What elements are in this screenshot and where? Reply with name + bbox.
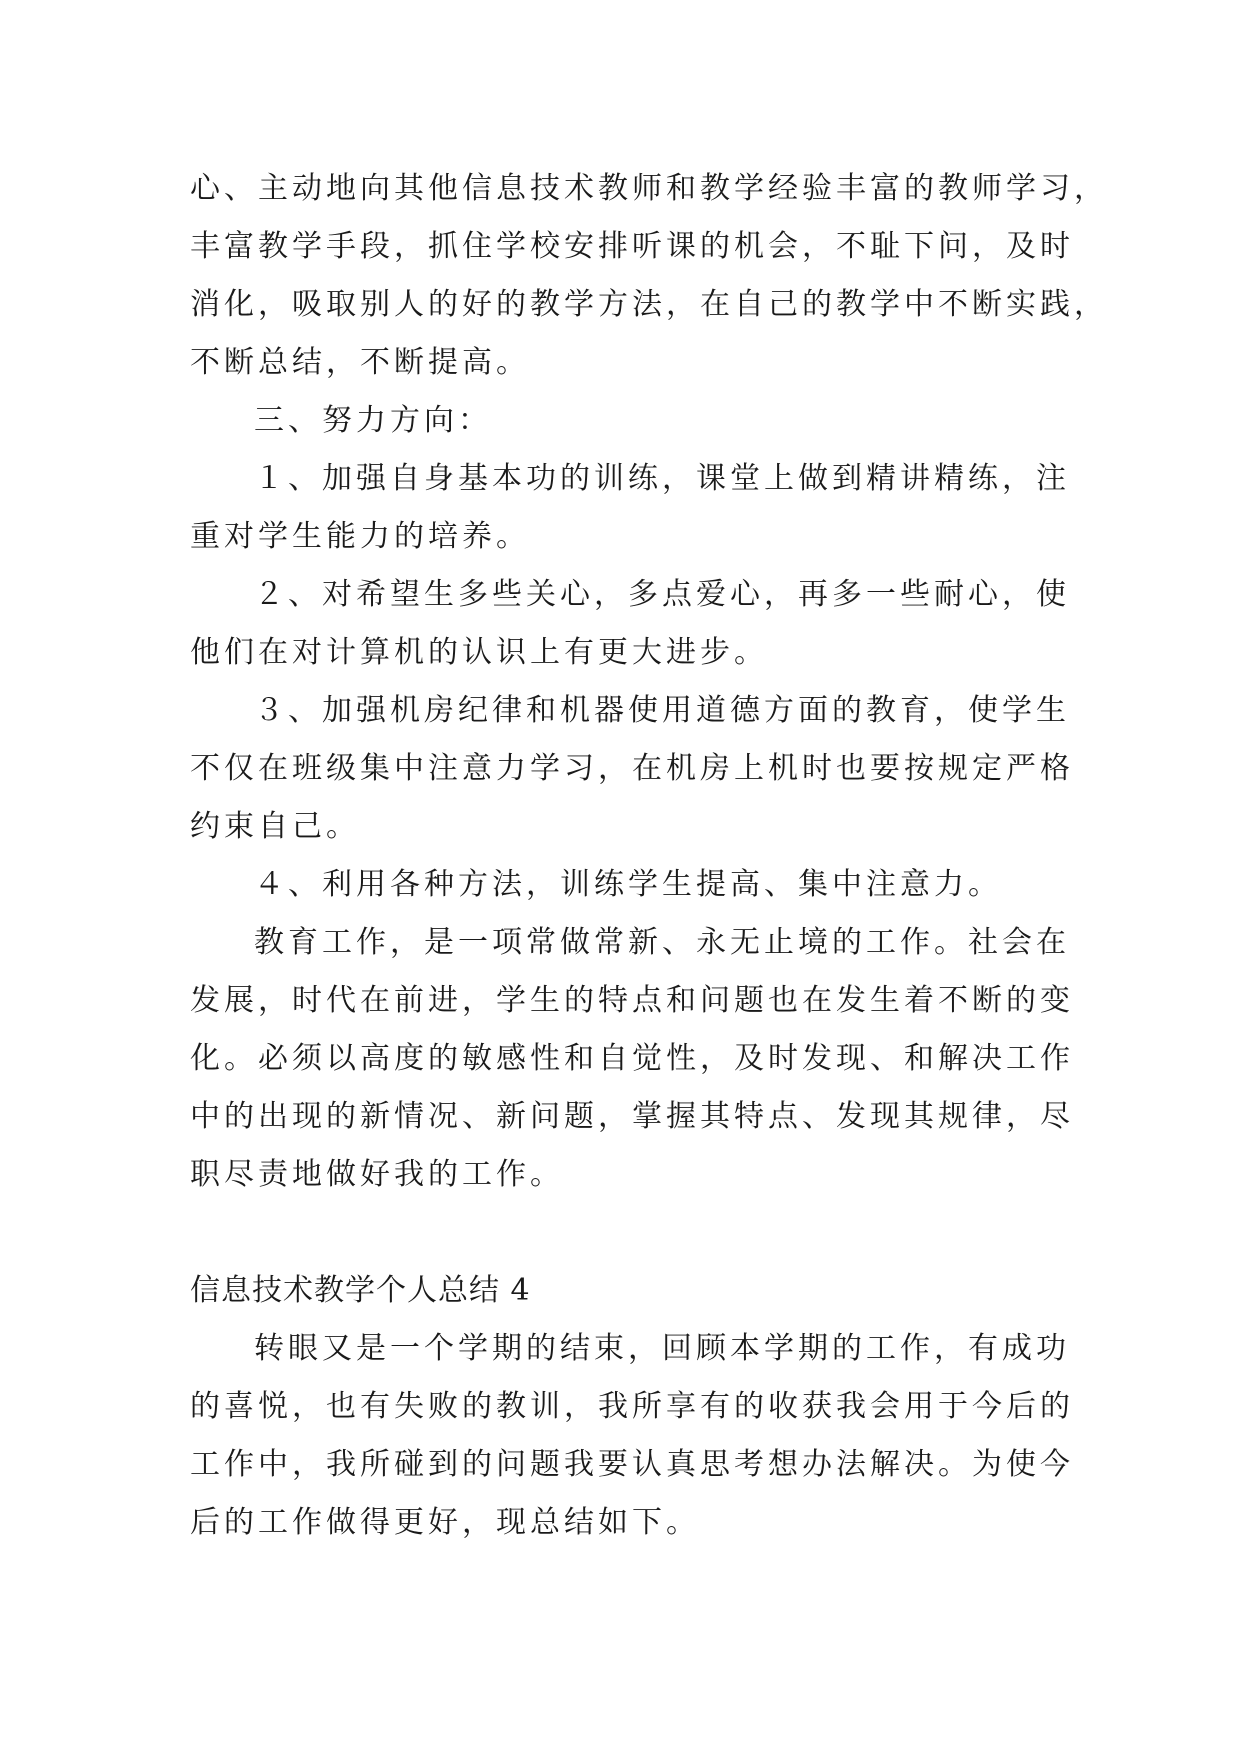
text-line: 约束自己。: [190, 809, 360, 844]
text-line: 他们在对计算机的认识上有更大进步。: [190, 635, 768, 670]
section-three-heading: 三、努力方向：: [254, 403, 492, 438]
text-line: 工作中，我所碰到的问题我要认真思考想办法解决。为使今: [190, 1447, 1074, 1482]
text-line: ２、对希望生多些关心，多点爱心，再多一些耐心，使: [254, 577, 1070, 612]
text-line: 转眼又是一个学期的结束，回顾本学期的工作，有成功: [254, 1331, 1070, 1366]
text-line: 的喜悦，也有失败的教训，我所享有的收获我会用于今后的: [190, 1389, 1074, 1424]
text-line: 重对学生能力的培养。: [190, 519, 530, 554]
section-title: 信息技术教学个人总结 4: [190, 1273, 531, 1308]
text-line: 后的工作做得更好，现总结如下。: [190, 1505, 700, 1540]
text-line: 发展，时代在前进，学生的特点和问题也在发生着不断的变: [190, 983, 1074, 1018]
document-body: [190, 160, 1108, 1552]
text-line: 中的出现的新情况、新问题，掌握其特点、发现其规律，尽: [190, 1099, 1074, 1134]
text-line: 丰富教学手段，抓住学校安排听课的机会，不耻下问，及时: [190, 229, 1074, 264]
text-line: 化。必须以高度的敏感性和自觉性，及时发现、和解决工作: [190, 1041, 1074, 1076]
text-line: 不断总结，不断提高。: [190, 345, 530, 380]
text-line: 消化，吸取别人的好的教学方法，在自己的教学中不断实践，: [190, 287, 1108, 322]
section4-paragraph: [190, 1320, 1074, 1552]
list-item-4: [190, 856, 1050, 914]
text-line: 不仅在班级集中注意力学习，在机房上机时也要按规定严格: [190, 751, 1074, 786]
closing-paragraph: [190, 914, 1074, 1204]
text-line: 职尽责地做好我的工作。: [190, 1157, 564, 1192]
list-item-3: [190, 682, 1074, 856]
text-line: 心、主动地向其他信息技术教师和教学经验丰富的教师学习，: [190, 171, 1108, 206]
text-line: １、加强自身基本功的训练，课堂上做到精讲精练，注: [254, 461, 1070, 496]
text-line: ４、利用各种方法，训练学生提高、集中注意力。: [254, 867, 1002, 902]
text-line: ３、加强机房纪律和机器使用道德方面的教育，使学生: [254, 693, 1070, 728]
text-line: 教育工作，是一项常做常新、永无止境的工作。社会在: [254, 925, 1070, 960]
paragraph-continuation: [190, 160, 1108, 392]
list-item-1: [190, 450, 1070, 566]
list-item-2: [190, 566, 1070, 682]
